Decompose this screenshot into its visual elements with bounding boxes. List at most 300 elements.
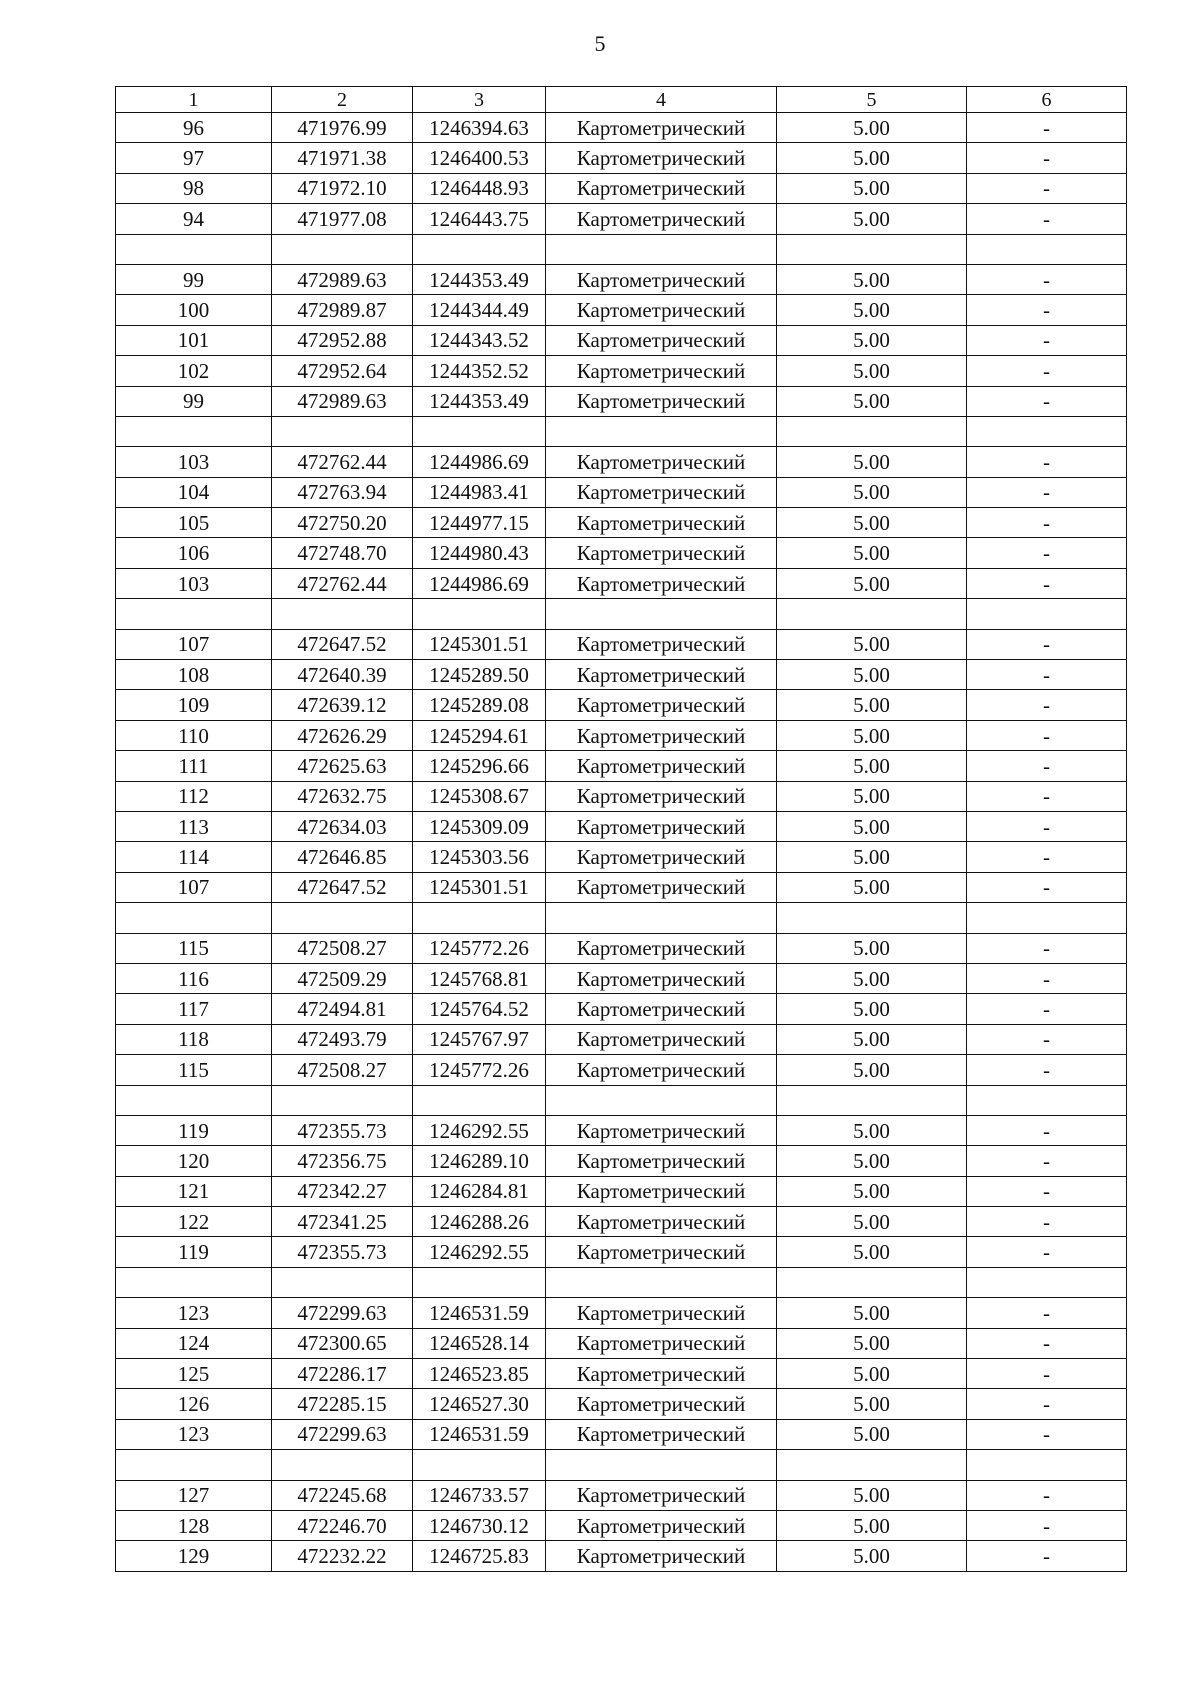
note-cell: [967, 1450, 1127, 1480]
x-coordinate-cell: 472632.75: [272, 781, 413, 811]
x-coordinate-cell: 472246.70: [272, 1510, 413, 1540]
method-cell: [546, 903, 777, 933]
table-row: [116, 1055, 1127, 1085]
point-number-cell: 94: [116, 204, 272, 234]
y-coordinate-cell: 1246531.59: [413, 1419, 546, 1449]
point-number-cell: 105: [116, 508, 272, 538]
method-cell: Картометрический: [546, 1419, 777, 1449]
accuracy-cell: 5.00: [777, 781, 967, 811]
note-cell: -: [967, 113, 1127, 143]
table-row: [116, 720, 1127, 750]
x-coordinate-cell: 472493.79: [272, 1024, 413, 1054]
method-cell: Картометрический: [546, 264, 777, 294]
x-coordinate-cell: 472762.44: [272, 568, 413, 598]
point-number-cell: 122: [116, 1207, 272, 1237]
x-coordinate-cell: [272, 903, 413, 933]
y-coordinate-cell: 1246531.59: [413, 1298, 546, 1328]
y-coordinate-cell: 1244986.69: [413, 568, 546, 598]
y-coordinate-cell: [413, 1085, 546, 1115]
table-row: [116, 204, 1127, 234]
point-number-cell: 119: [116, 1237, 272, 1267]
method-cell: Картометрический: [546, 811, 777, 841]
table-row: [116, 1207, 1127, 1237]
method-cell: Картометрический: [546, 356, 777, 386]
accuracy-cell: 5.00: [777, 325, 967, 355]
accuracy-cell: 5.00: [777, 143, 967, 173]
y-coordinate-cell: 1246725.83: [413, 1541, 546, 1571]
y-coordinate-cell: 1245308.67: [413, 781, 546, 811]
x-coordinate-cell: [272, 1267, 413, 1297]
accuracy-cell: 5.00: [777, 204, 967, 234]
point-number-cell: 109: [116, 690, 272, 720]
point-number-cell: 121: [116, 1176, 272, 1206]
note-cell: -: [967, 1510, 1127, 1540]
method-cell: Картометрический: [546, 295, 777, 325]
method-cell: Картометрический: [546, 1389, 777, 1419]
table-row: [116, 994, 1127, 1024]
note-cell: -: [967, 811, 1127, 841]
note-cell: -: [967, 781, 1127, 811]
point-number-cell: 119: [116, 1115, 272, 1145]
table-row: [116, 508, 1127, 538]
x-coordinate-cell: 472952.88: [272, 325, 413, 355]
method-cell: Картометрический: [546, 568, 777, 598]
table-row: [116, 842, 1127, 872]
coordinates-table: [115, 86, 1127, 1572]
accuracy-cell: 5.00: [777, 1176, 967, 1206]
table-row: [116, 295, 1127, 325]
point-number-cell: 123: [116, 1298, 272, 1328]
y-coordinate-cell: 1246443.75: [413, 204, 546, 234]
x-coordinate-cell: 472748.70: [272, 538, 413, 568]
y-coordinate-cell: [413, 234, 546, 264]
note-cell: -: [967, 842, 1127, 872]
table-row: [116, 629, 1127, 659]
method-cell: Картометрический: [546, 1237, 777, 1267]
x-coordinate-cell: 472509.29: [272, 963, 413, 993]
method-cell: Картометрический: [546, 1541, 777, 1571]
page-number: 5: [594, 31, 606, 56]
x-coordinate-cell: 472989.63: [272, 386, 413, 416]
point-number-cell: 125: [116, 1359, 272, 1389]
method-cell: Картометрический: [546, 204, 777, 234]
method-cell: Картометрический: [546, 1328, 777, 1358]
column-header: 2: [272, 87, 413, 113]
method-cell: Картометрический: [546, 1480, 777, 1510]
note-cell: -: [967, 386, 1127, 416]
y-coordinate-cell: 1245767.97: [413, 1024, 546, 1054]
point-number-cell: [116, 599, 272, 629]
x-coordinate-cell: 472245.68: [272, 1480, 413, 1510]
method-cell: Картометрический: [546, 325, 777, 355]
x-coordinate-cell: 472508.27: [272, 933, 413, 963]
y-coordinate-cell: 1246289.10: [413, 1146, 546, 1176]
method-cell: [546, 1450, 777, 1480]
note-cell: -: [967, 325, 1127, 355]
note-cell: -: [967, 477, 1127, 507]
column-header: 4: [546, 87, 777, 113]
accuracy-cell: 5.00: [777, 994, 967, 1024]
x-coordinate-cell: 472299.63: [272, 1419, 413, 1449]
method-cell: [546, 416, 777, 446]
note-cell: [967, 1267, 1127, 1297]
separator-row: [116, 599, 1127, 629]
x-coordinate-cell: 472355.73: [272, 1115, 413, 1145]
table-row: [116, 1389, 1127, 1419]
note-cell: -: [967, 1298, 1127, 1328]
accuracy-cell: 5.00: [777, 386, 967, 416]
table-row: [116, 1237, 1127, 1267]
point-number-cell: 110: [116, 720, 272, 750]
note-cell: [967, 599, 1127, 629]
note-cell: -: [967, 1024, 1127, 1054]
note-cell: [967, 1085, 1127, 1115]
y-coordinate-cell: [413, 903, 546, 933]
y-coordinate-cell: 1245303.56: [413, 842, 546, 872]
accuracy-cell: 5.00: [777, 1146, 967, 1176]
note-cell: -: [967, 143, 1127, 173]
x-coordinate-cell: 472286.17: [272, 1359, 413, 1389]
point-number-cell: 114: [116, 842, 272, 872]
note-cell: -: [967, 1237, 1127, 1267]
point-number-cell: 126: [116, 1389, 272, 1419]
point-number-cell: 98: [116, 173, 272, 203]
point-number-cell: 108: [116, 660, 272, 690]
separator-row: [116, 234, 1127, 264]
table-row: [116, 1359, 1127, 1389]
x-coordinate-cell: 472763.94: [272, 477, 413, 507]
point-number-cell: 120: [116, 1146, 272, 1176]
method-cell: Картометрический: [546, 842, 777, 872]
accuracy-cell: 5.00: [777, 963, 967, 993]
accuracy-cell: 5.00: [777, 447, 967, 477]
point-number-cell: [116, 1085, 272, 1115]
point-number-cell: 117: [116, 994, 272, 1024]
note-cell: -: [967, 1480, 1127, 1510]
point-number-cell: 107: [116, 629, 272, 659]
column-header: 3: [413, 87, 546, 113]
method-cell: [546, 599, 777, 629]
point-number-cell: 107: [116, 872, 272, 902]
point-number-cell: [116, 1450, 272, 1480]
accuracy-cell: 5.00: [777, 1510, 967, 1540]
point-number-cell: 96: [116, 113, 272, 143]
accuracy-cell: [777, 234, 967, 264]
note-cell: -: [967, 1359, 1127, 1389]
note-cell: -: [967, 1207, 1127, 1237]
accuracy-cell: 5.00: [777, 1237, 967, 1267]
y-coordinate-cell: 1244977.15: [413, 508, 546, 538]
method-cell: Картометрический: [546, 994, 777, 1024]
method-cell: Картометрический: [546, 173, 777, 203]
accuracy-cell: 5.00: [777, 356, 967, 386]
note-cell: [967, 903, 1127, 933]
table-row: [116, 264, 1127, 294]
accuracy-cell: 5.00: [777, 1055, 967, 1085]
y-coordinate-cell: 1246292.55: [413, 1115, 546, 1145]
accuracy-cell: [777, 1450, 967, 1480]
x-coordinate-cell: 472232.22: [272, 1541, 413, 1571]
note-cell: -: [967, 1115, 1127, 1145]
column-header: 5: [777, 87, 967, 113]
accuracy-cell: 5.00: [777, 113, 967, 143]
x-coordinate-cell: 471976.99: [272, 113, 413, 143]
point-number-cell: 101: [116, 325, 272, 355]
table-row: [116, 1510, 1127, 1540]
y-coordinate-cell: 1245309.09: [413, 811, 546, 841]
table-row: [116, 143, 1127, 173]
y-coordinate-cell: [413, 1450, 546, 1480]
method-cell: Картометрический: [546, 538, 777, 568]
y-coordinate-cell: 1244344.49: [413, 295, 546, 325]
note-cell: -: [967, 1389, 1127, 1419]
method-cell: Картометрический: [546, 1207, 777, 1237]
method-cell: Картометрический: [546, 720, 777, 750]
x-coordinate-cell: [272, 599, 413, 629]
table-row: [116, 568, 1127, 598]
table-row: [116, 1024, 1127, 1054]
note-cell: -: [967, 872, 1127, 902]
point-number-cell: 115: [116, 933, 272, 963]
accuracy-cell: 5.00: [777, 1115, 967, 1145]
note-cell: -: [967, 204, 1127, 234]
x-coordinate-cell: 472762.44: [272, 447, 413, 477]
method-cell: Картометрический: [546, 1055, 777, 1085]
table-row: [116, 1541, 1127, 1571]
method-cell: Картометрический: [546, 1115, 777, 1145]
method-cell: Картометрический: [546, 1176, 777, 1206]
point-number-cell: 104: [116, 477, 272, 507]
point-number-cell: 99: [116, 386, 272, 416]
note-cell: -: [967, 1146, 1127, 1176]
x-coordinate-cell: 472625.63: [272, 751, 413, 781]
table-row: [116, 1298, 1127, 1328]
point-number-cell: 123: [116, 1419, 272, 1449]
method-cell: Картометрический: [546, 690, 777, 720]
note-cell: -: [967, 963, 1127, 993]
y-coordinate-cell: 1245772.26: [413, 933, 546, 963]
point-number-cell: 115: [116, 1055, 272, 1085]
point-number-cell: 128: [116, 1510, 272, 1540]
y-coordinate-cell: 1245289.50: [413, 660, 546, 690]
y-coordinate-cell: 1245294.61: [413, 720, 546, 750]
y-coordinate-cell: 1244980.43: [413, 538, 546, 568]
point-number-cell: 103: [116, 568, 272, 598]
table-row: [116, 538, 1127, 568]
table-row: [116, 477, 1127, 507]
y-coordinate-cell: 1246527.30: [413, 1389, 546, 1419]
y-coordinate-cell: 1245289.08: [413, 690, 546, 720]
point-number-cell: [116, 234, 272, 264]
x-coordinate-cell: 471971.38: [272, 143, 413, 173]
accuracy-cell: 5.00: [777, 1480, 967, 1510]
method-cell: Картометрический: [546, 629, 777, 659]
note-cell: -: [967, 568, 1127, 598]
note-cell: -: [967, 1176, 1127, 1206]
note-cell: -: [967, 690, 1127, 720]
accuracy-cell: 5.00: [777, 1359, 967, 1389]
table-row: [116, 690, 1127, 720]
point-number-cell: 102: [116, 356, 272, 386]
point-number-cell: [116, 1267, 272, 1297]
accuracy-cell: 5.00: [777, 629, 967, 659]
x-coordinate-cell: 472341.25: [272, 1207, 413, 1237]
note-cell: -: [967, 1541, 1127, 1571]
y-coordinate-cell: 1246448.93: [413, 173, 546, 203]
table-row: [116, 811, 1127, 841]
accuracy-cell: 5.00: [777, 1541, 967, 1571]
column-header: 1: [116, 87, 272, 113]
x-coordinate-cell: 472750.20: [272, 508, 413, 538]
point-number-cell: 124: [116, 1328, 272, 1358]
y-coordinate-cell: 1244353.49: [413, 386, 546, 416]
note-cell: -: [967, 538, 1127, 568]
accuracy-cell: 5.00: [777, 1419, 967, 1449]
accuracy-cell: 5.00: [777, 295, 967, 325]
x-coordinate-cell: 472355.73: [272, 1237, 413, 1267]
table-row: [116, 963, 1127, 993]
x-coordinate-cell: 471972.10: [272, 173, 413, 203]
method-cell: [546, 1085, 777, 1115]
note-cell: -: [967, 1328, 1127, 1358]
x-coordinate-cell: 472634.03: [272, 811, 413, 841]
note-cell: -: [967, 1055, 1127, 1085]
point-number-cell: 127: [116, 1480, 272, 1510]
method-cell: [546, 234, 777, 264]
accuracy-cell: 5.00: [777, 660, 967, 690]
y-coordinate-cell: [413, 416, 546, 446]
accuracy-cell: 5.00: [777, 690, 967, 720]
accuracy-cell: [777, 1267, 967, 1297]
method-cell: Картометрический: [546, 660, 777, 690]
y-coordinate-cell: 1245764.52: [413, 994, 546, 1024]
accuracy-cell: 5.00: [777, 842, 967, 872]
y-coordinate-cell: 1245296.66: [413, 751, 546, 781]
table-row: [116, 751, 1127, 781]
method-cell: Картометрический: [546, 1298, 777, 1328]
point-number-cell: 100: [116, 295, 272, 325]
table-row: [116, 781, 1127, 811]
accuracy-cell: 5.00: [777, 1389, 967, 1419]
table-row: [116, 1419, 1127, 1449]
table-row: [116, 1480, 1127, 1510]
note-cell: -: [967, 295, 1127, 325]
x-coordinate-cell: 472640.39: [272, 660, 413, 690]
table-row: [116, 660, 1127, 690]
table-row: [116, 356, 1127, 386]
accuracy-cell: 5.00: [777, 751, 967, 781]
y-coordinate-cell: 1246394.63: [413, 113, 546, 143]
y-coordinate-cell: 1244983.41: [413, 477, 546, 507]
point-number-cell: 129: [116, 1541, 272, 1571]
note-cell: -: [967, 994, 1127, 1024]
x-coordinate-cell: 472647.52: [272, 629, 413, 659]
accuracy-cell: 5.00: [777, 1207, 967, 1237]
accuracy-cell: 5.00: [777, 720, 967, 750]
point-number-cell: 106: [116, 538, 272, 568]
x-coordinate-cell: 472989.63: [272, 264, 413, 294]
y-coordinate-cell: 1244352.52: [413, 356, 546, 386]
method-cell: Картометрический: [546, 1359, 777, 1389]
accuracy-cell: [777, 903, 967, 933]
note-cell: -: [967, 447, 1127, 477]
method-cell: Картометрический: [546, 1024, 777, 1054]
x-coordinate-cell: [272, 234, 413, 264]
separator-row: [116, 416, 1127, 446]
method-cell: Картометрический: [546, 963, 777, 993]
separator-row: [116, 1267, 1127, 1297]
table-row: [116, 447, 1127, 477]
accuracy-cell: 5.00: [777, 872, 967, 902]
note-cell: -: [967, 1419, 1127, 1449]
point-number-cell: 112: [116, 781, 272, 811]
table-row: [116, 872, 1127, 902]
x-coordinate-cell: 472494.81: [272, 994, 413, 1024]
x-coordinate-cell: 472508.27: [272, 1055, 413, 1085]
x-coordinate-cell: 472647.52: [272, 872, 413, 902]
method-cell: Картометрический: [546, 477, 777, 507]
y-coordinate-cell: 1246523.85: [413, 1359, 546, 1389]
y-coordinate-cell: 1246528.14: [413, 1328, 546, 1358]
table-row: [116, 1146, 1127, 1176]
y-coordinate-cell: 1244343.52: [413, 325, 546, 355]
x-coordinate-cell: 472639.12: [272, 690, 413, 720]
y-coordinate-cell: 1245768.81: [413, 963, 546, 993]
y-coordinate-cell: 1246292.55: [413, 1237, 546, 1267]
method-cell: Картометрический: [546, 447, 777, 477]
accuracy-cell: [777, 1085, 967, 1115]
note-cell: [967, 234, 1127, 264]
y-coordinate-cell: 1246733.57: [413, 1480, 546, 1510]
table-row: [116, 113, 1127, 143]
accuracy-cell: 5.00: [777, 568, 967, 598]
y-coordinate-cell: [413, 1267, 546, 1297]
y-coordinate-cell: 1245772.26: [413, 1055, 546, 1085]
accuracy-cell: 5.00: [777, 933, 967, 963]
method-cell: Картометрический: [546, 143, 777, 173]
note-cell: -: [967, 356, 1127, 386]
point-number-cell: [116, 416, 272, 446]
x-coordinate-cell: 472626.29: [272, 720, 413, 750]
y-coordinate-cell: 1245301.51: [413, 872, 546, 902]
x-coordinate-cell: 472952.64: [272, 356, 413, 386]
method-cell: Картометрический: [546, 933, 777, 963]
y-coordinate-cell: 1244986.69: [413, 447, 546, 477]
x-coordinate-cell: [272, 1450, 413, 1480]
separator-row: [116, 1085, 1127, 1115]
table-row: [116, 1115, 1127, 1145]
note-cell: -: [967, 629, 1127, 659]
point-number-cell: 116: [116, 963, 272, 993]
point-number-cell: 99: [116, 264, 272, 294]
point-number-cell: 113: [116, 811, 272, 841]
x-coordinate-cell: [272, 416, 413, 446]
accuracy-cell: [777, 599, 967, 629]
method-cell: Картометрический: [546, 386, 777, 416]
x-coordinate-cell: 472342.27: [272, 1176, 413, 1206]
method-cell: Картометрический: [546, 872, 777, 902]
accuracy-cell: [777, 416, 967, 446]
note-cell: -: [967, 751, 1127, 781]
x-coordinate-cell: 472299.63: [272, 1298, 413, 1328]
method-cell: Картометрический: [546, 508, 777, 538]
method-cell: Картометрический: [546, 781, 777, 811]
accuracy-cell: 5.00: [777, 1024, 967, 1054]
separator-row: [116, 1450, 1127, 1480]
x-coordinate-cell: 472300.65: [272, 1328, 413, 1358]
method-cell: [546, 1267, 777, 1297]
x-coordinate-cell: 471977.08: [272, 204, 413, 234]
